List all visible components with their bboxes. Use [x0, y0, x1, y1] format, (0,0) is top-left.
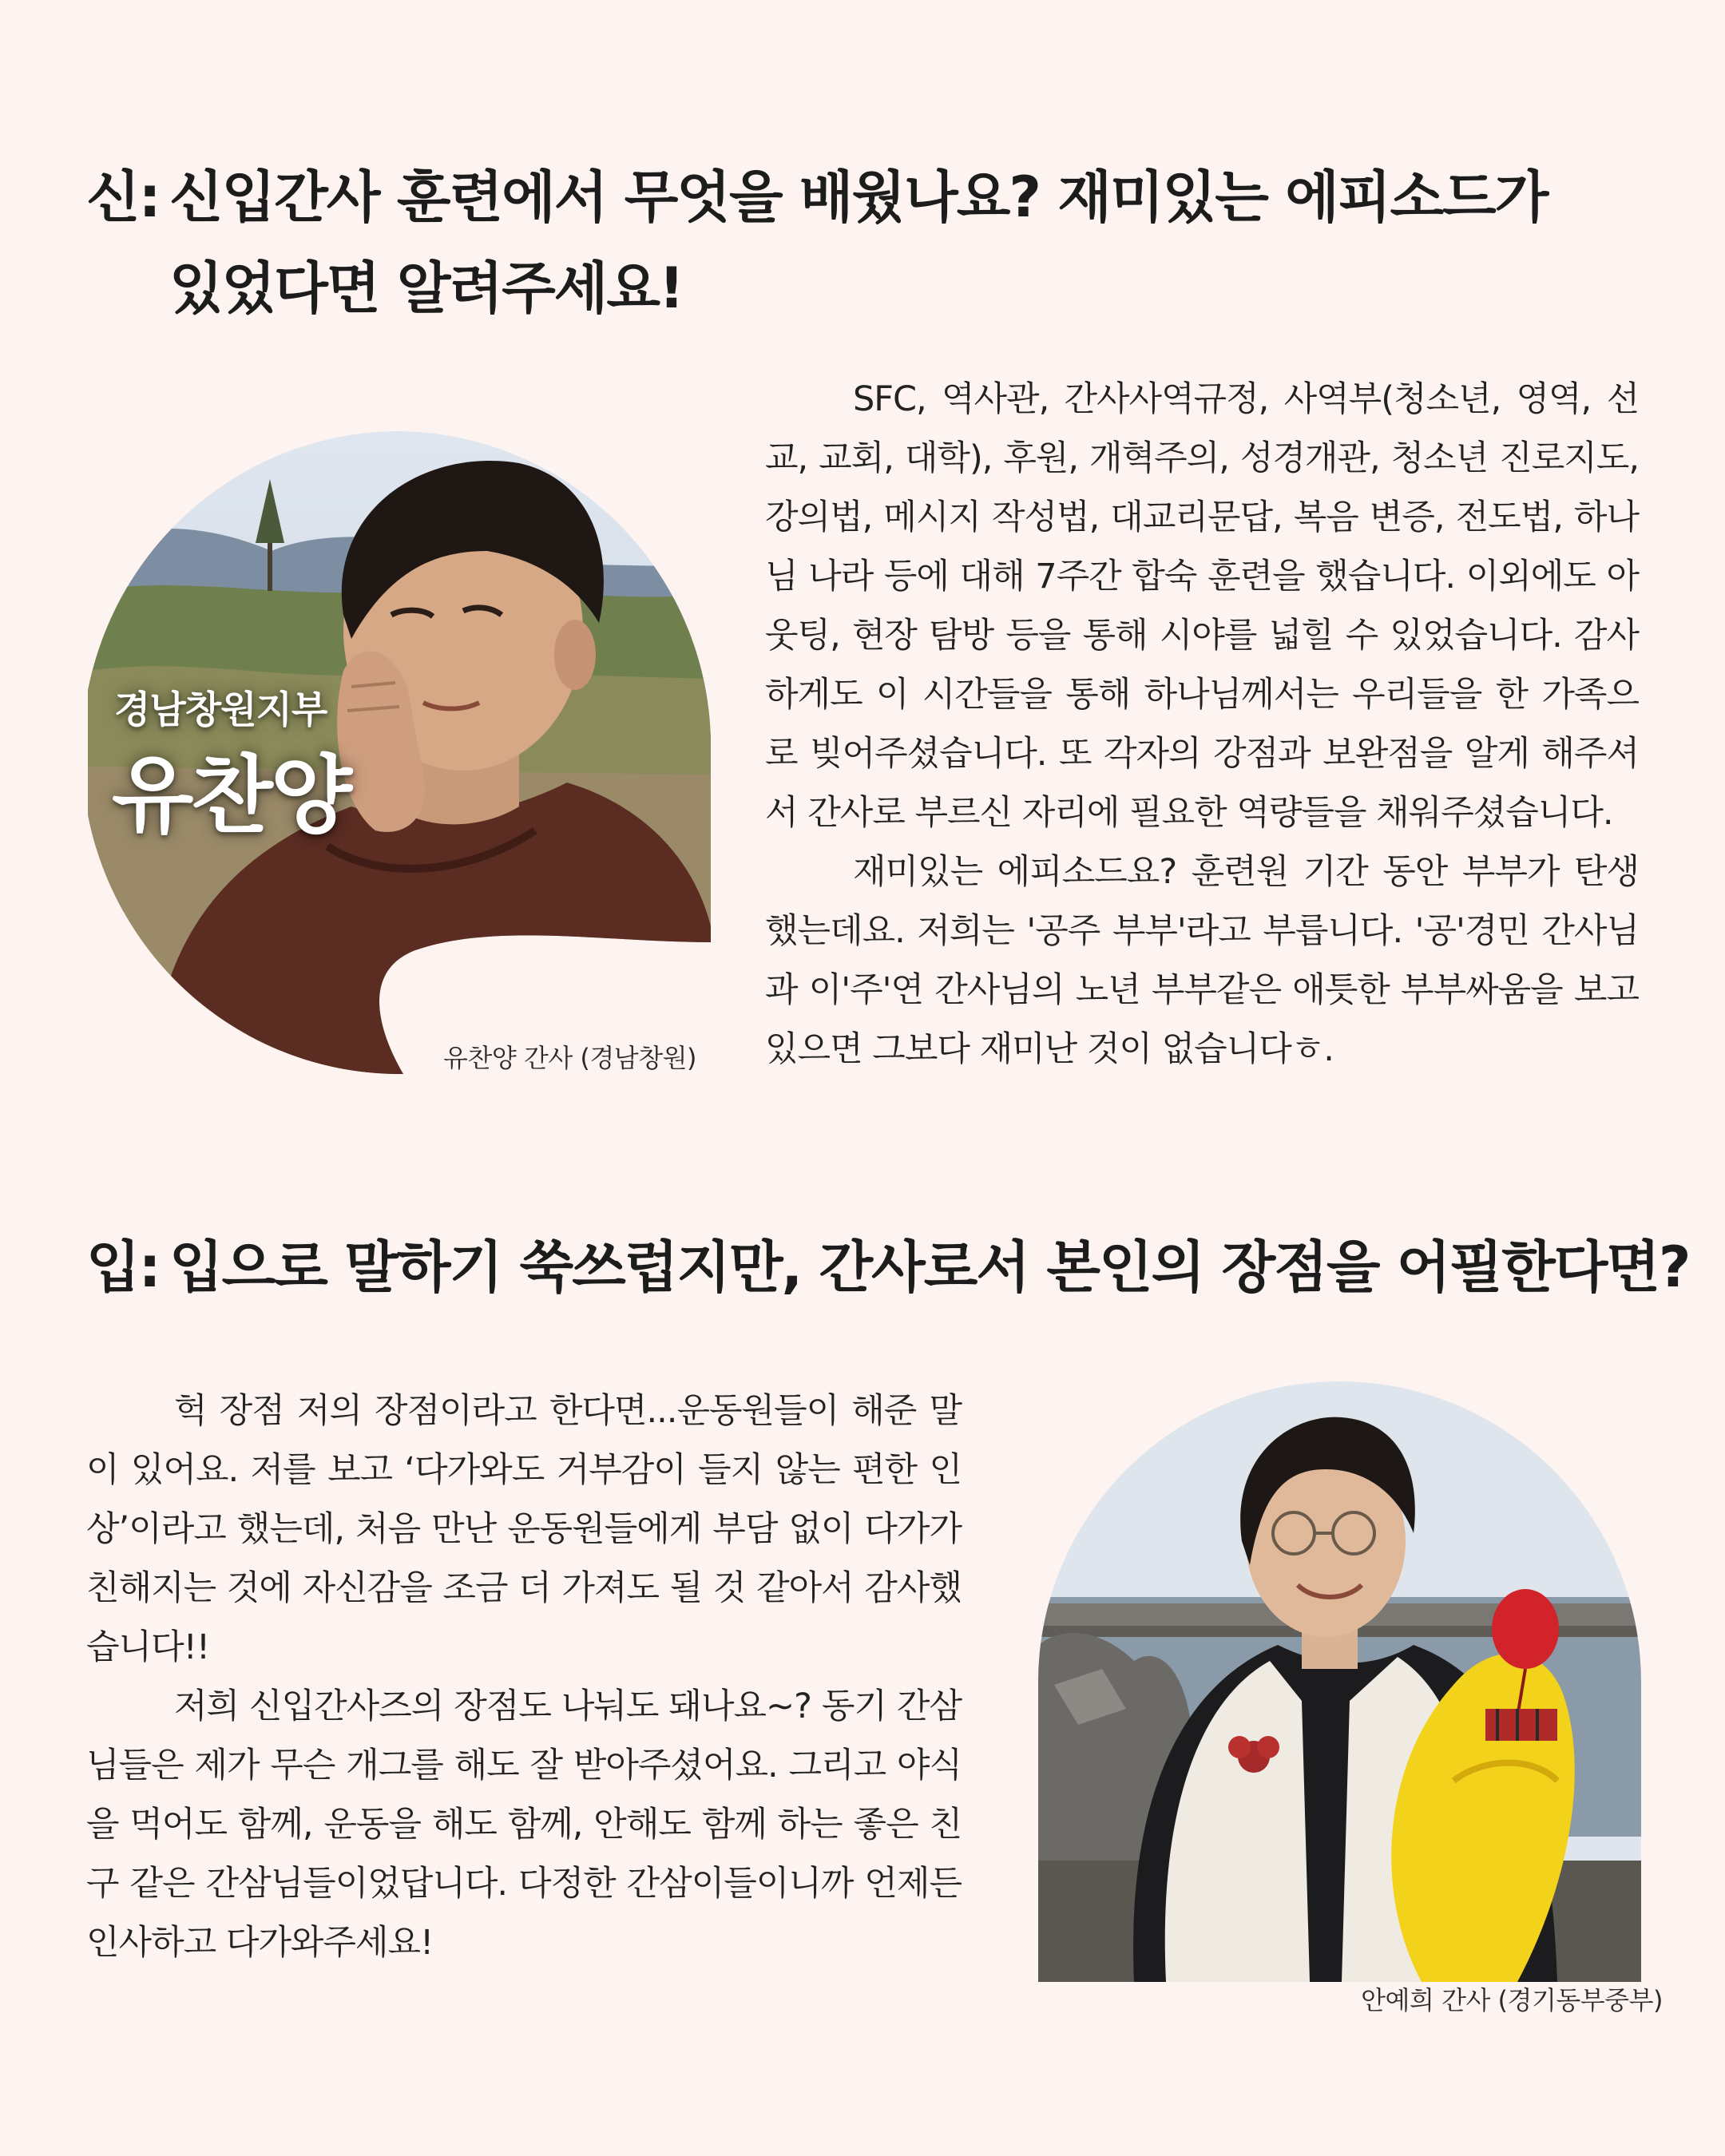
answer-1-paragraph-1: SFC, 역사관, 간사사역규정, 사역부(청소년, 영역, 선교, 교회, 대학), 후원, 개혁주의, 성경개관, 청소년 진로지도, 강의법, 메시지 작성법, 대교리문답, 복음 변증, 전도법, 하나님 나라 등에 대해 7주간 합숙 훈련을 했습니다. 이외에도 아웃팅, 현장 탐방 등을 통해 시야를 넓힐 수 있었습니다. 감사하게도 이 시간들을 통해 하나님께서는 우리들을 한 가족으로 빚어주셨습니다. 또 각자의 강점과 보완점을 알게 해주셔서 간사로 부르신 자리에 필요한 역량들을 채워주셨습니다. [765, 379, 1639, 833]
answer-2-paragraph-2: 저희 신입간사즈의 장점도 나눠도 돼나요~? 동기 간삼님들은 제가 무슨 개그를 해도 잘 받아주셨어요. 그리고 야식을 먹어도 함께, 운동을 해도 함께, 안해도 함께 하는 좋은 친구 같은 간삼님들이었답니다. 다정한 간삼이들이니까 언제든 인사하고 다가와주세요! [86, 1686, 962, 1963]
question-1-line-1: 신입간사 훈련에서 무엇을 배웠나요? 재미있는 에피소드가 [169, 164, 1548, 230]
photo-overlay-name: 유찬양 [112, 747, 351, 845]
photo-overlay-branch: 경남창원지부 [114, 688, 327, 732]
answer-2-paragraph-1: 헉 장점 저의 장점이라고 한다면...운동원들이 해준 말이 있어요. 저를 보고 ‘다가와도 거부감이 들지 않는 편한 인상’이라고 했는데, 처음 만난 운동원들에게 부담 없이 다가가 친해지는 것에 자신감을 조금 더 가져도 될 것 같아서 감사했습니다!! [86, 1391, 962, 1667]
question-1-line-2: 있었다면 알려주세요! [169, 256, 683, 321]
question-2-line-1: 입으로 말하기 쑥쓰럽지만, 간사로서 본인의 장점을 어필한다면? [169, 1235, 1690, 1300]
question-1-heading [86, 152, 1547, 334]
answer-1 [765, 370, 1639, 1079]
portrait-photo-2 [1038, 1381, 1641, 1982]
answer-1-paragraph-2: 재미있는 에피소드요? 훈련원 기간 동안 부부가 탄생했는데요. 저희는 '공주 부부'라고 부릅니다. '공'경민 간사님과 이'주'연 간사님의 노년 부부같은 애틋한 부부싸움을 보고 있으면 그보다 재미난 것이 없습니다ㅎ. [765, 852, 1639, 1069]
question-2-heading [86, 1222, 1690, 1313]
photo-2-caption: 안예희 간사 (경기동부중부) [1361, 1985, 1663, 2015]
photo-1-caption: 유찬양 간사 (경남창원) [443, 1043, 697, 1073]
question-2-prefix: 입: [86, 1235, 160, 1300]
question-1-prefix: 신: [86, 164, 160, 230]
answer-2 [86, 1381, 962, 1972]
